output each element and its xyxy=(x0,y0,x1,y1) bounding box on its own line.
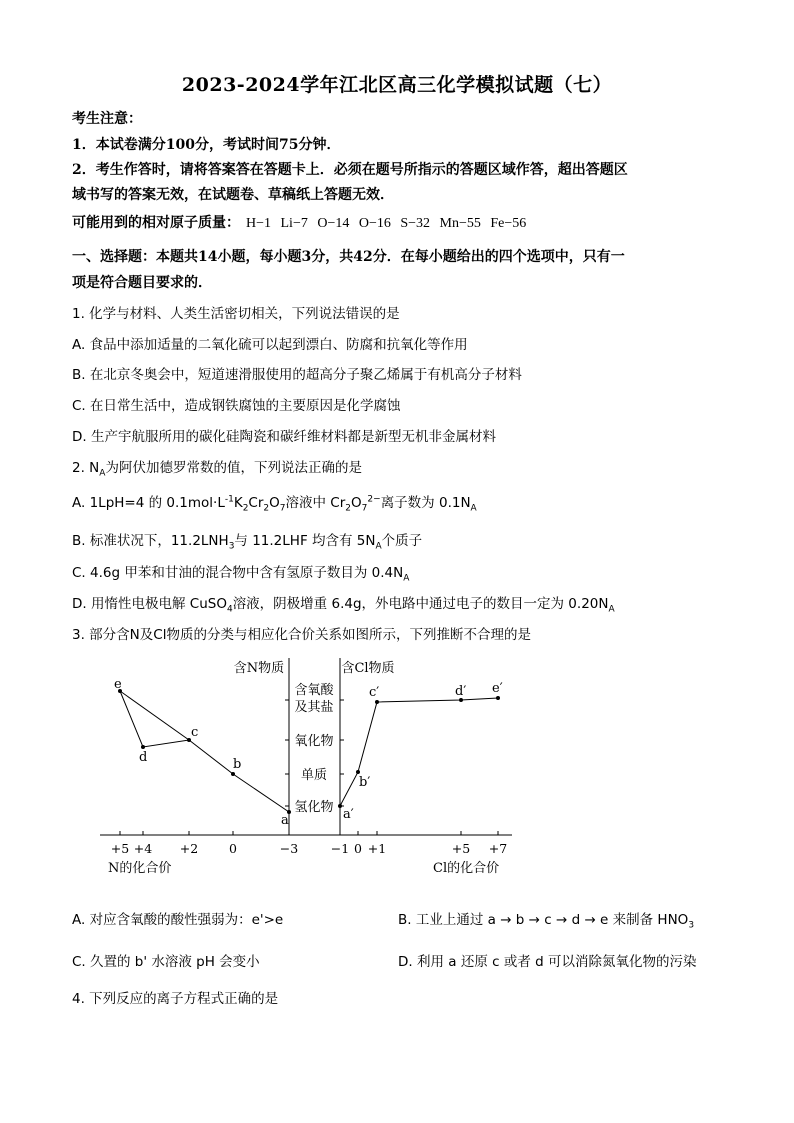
cl-point-label: a′ xyxy=(343,807,354,822)
atomic-mass-values: H−1 Li−7 O−14 O−16 S−32 Mn−55 Fe−56 xyxy=(246,216,527,231)
q1-stem: 1. 化学与材料、人类生活密切相关，下列说法错误的是 xyxy=(72,306,400,322)
x-axis-label-right: Cl的化合价 xyxy=(433,861,500,876)
x-tick-label: 0 xyxy=(229,841,237,856)
notice-item-2-cont: 域书写的答案无效，在试题卷、草稿纸上答题无效． xyxy=(72,187,394,203)
page-title: 2023-2024学年江北区高三化学模拟试题（七） xyxy=(181,74,613,96)
cl-point xyxy=(496,696,500,700)
q2-option-c: C. 4.6g 甲苯和甘油的混合物中含有氢原子数目为 $0.4N_A$ xyxy=(72,565,410,584)
x-axis-label-left: N的化合价 xyxy=(108,861,172,876)
notice-item-1: 1．本试卷满分100分，考试时间75分钟． xyxy=(72,137,341,153)
x-tick-label: −1 xyxy=(330,841,350,856)
x-tick-label: +2 xyxy=(179,841,199,856)
q1-option-c: C. 在日常生活中，造成钢铁腐蚀的主要原因是化学腐蚀 xyxy=(72,398,401,414)
q3-stem: 3. 部分含N及Cl物质的分类与相应化合价关系如图所示，下列推断不合理的是 xyxy=(72,627,531,643)
cl-point-label: b′ xyxy=(359,775,371,790)
x-tick-label: 0 xyxy=(354,841,362,856)
q3-option-d: D. 利用 a 还原 c 或者 d 可以消除氮氧化物的污染 xyxy=(398,954,697,970)
n-point-label: e xyxy=(114,677,122,692)
x-tick-label: +5 xyxy=(451,841,471,856)
category-label: 氧化物 xyxy=(294,734,334,749)
q4-stem: 4. 下列反应的离子方程式正确的是 xyxy=(72,991,279,1007)
cl-point-label: e′ xyxy=(492,681,503,696)
category-label: 单质 xyxy=(300,768,328,783)
q3-option-c: C. 久置的 b' 水溶液 pH 会变小 xyxy=(72,954,260,970)
n-point-d xyxy=(141,745,145,749)
q3-option-b: B. 工业上通过 a → b → c → d → e 来制备 $HNO_3$ xyxy=(398,912,695,931)
n-point-label: c xyxy=(191,725,199,740)
category-label: 含氧酸 xyxy=(294,683,334,698)
section-heading: 一、选择题：本题共14小题，每小题3分，共42分．在每小题给出的四个选项中，只有一 xyxy=(72,249,625,265)
cl-point xyxy=(375,700,379,704)
q1-option-d: D. 生产宇航服所用的碳化硅陶瓷和碳纤维材料都是新型无机非金属材料 xyxy=(72,429,496,445)
n-point-label: a xyxy=(281,813,289,828)
n-point-label: d xyxy=(139,750,148,765)
notice-heading: 考生注意： xyxy=(72,111,142,127)
section-heading-cont: 项是符合题目要求的． xyxy=(72,275,212,291)
n-point-b xyxy=(231,772,235,776)
q2-option-d: D. 用惰性电极电解 CuSO$_4$溶液，阴极增重 6.4g，外电路中通过电子的数目一定为 $0.20N_A$ xyxy=(72,596,615,615)
x-tick-label: +7 xyxy=(488,841,508,856)
q1-option-a: A. 食品中添加适量的二氧化硫可以起到漂白、防腐和抗氧化等作用 xyxy=(72,337,468,353)
q2-option-b: B. 标准状况下，$11.2LNH_3$与 11.2LHF 均含有 $5N_A$个质子 xyxy=(72,533,423,552)
x-tick-label: −3 xyxy=(279,841,299,856)
chart-title-right: 含Cl物质 xyxy=(341,661,395,676)
cl-point-label: c′ xyxy=(369,685,380,700)
cl-point-label: d′ xyxy=(455,684,467,699)
x-tick-label: +1 xyxy=(367,841,387,856)
q1-option-b: B. 在北京冬奥会中，短道速滑服使用的超高分子聚乙烯属于有机高分子材料 xyxy=(72,367,522,383)
q2-option-a: A. 1LpH=4 的 $0.1mol\cdot L^{-1}K_2Cr_2O_7$溶液中 $Cr_2O_7^{2-}$离子数为 $0.1N_A$ xyxy=(72,494,477,514)
x-tick-label: +5 xyxy=(110,841,130,856)
cl-point xyxy=(356,770,360,774)
category-label: 及其盐 xyxy=(294,700,334,715)
valence-chart xyxy=(0,648,794,888)
n-point-label: b xyxy=(233,757,242,772)
q2-stem: 2. $N_A$为阿伏加德罗常数的值，下列说法正确的是 xyxy=(72,460,362,479)
q3-option-a: A. 对应含氧酸的酸性强弱为：e'>e xyxy=(72,912,284,928)
category-label: 氢化物 xyxy=(294,800,334,815)
notice-item-2: 2．考生作答时，请将答案答在答题卡上．必须在题号所指示的答题区域作答，超出答题区 xyxy=(72,162,628,178)
atomic-mass-label: 可能用到的相对原子质量： xyxy=(72,215,240,231)
x-tick-label: +4 xyxy=(133,841,153,856)
chart-title-left: 含N物质 xyxy=(233,661,285,676)
atomic-mass-line xyxy=(72,212,722,232)
cl-point xyxy=(338,804,342,808)
